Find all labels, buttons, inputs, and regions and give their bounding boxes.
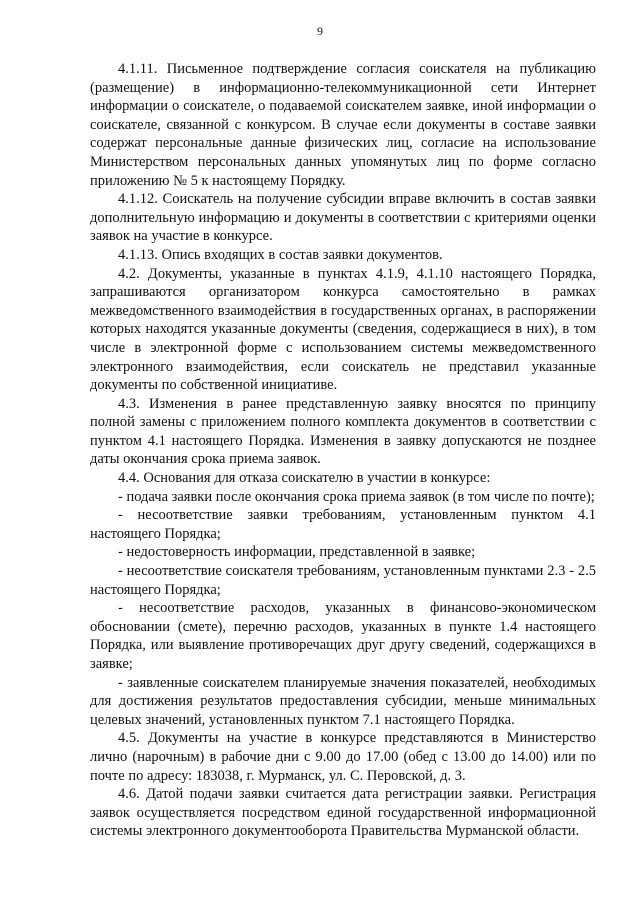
page-number: 9 <box>317 24 323 38</box>
paragraph-4-1-12: 4.1.12. Соискатель на получение субсидии вправе включить в состав заявки дополнительную информацию и документы в соответствии с критериями оценки заявок на участие в конкурсе. <box>90 191 596 245</box>
list-item-requirements-mismatch: - несоответствие заявки требованиям, установленным пунктом 4.1 настоящего Порядка; <box>90 507 596 542</box>
paragraph-4-4: 4.4. Основания для отказа соискателю в участии в конкурсе: <box>118 470 491 487</box>
list-item-expenses-mismatch: - несоответствие расходов, указанных в финансово-экономическом обосновании (смете), перечню расходов, указанных в пункте 1.4 настоящего Порядка, или выявление противоречащих друг другу сведений, содержащихся в заявке; <box>90 600 596 672</box>
paragraph-4-1-13: 4.1.13. Опись входящих в состав заявки документов. <box>118 246 443 263</box>
paragraph-4-1-11: 4.1.11. Письменное подтверждение согласия соискателя на публикацию (размещение) в информационно-телекоммуникационной сети Интернет информации о соискателе, о подаваемой соискателем заявке, иной информации о соискателе, связанной с конкурсом. В случае если документы в составе заявки содержат персональные данные физических лиц, согласие на использование Министерством персональных данных упомянутых лиц по форме согласно приложению № 5 к настоящему Порядку. <box>90 61 596 189</box>
paragraph-4-3: 4.3. Изменения в ранее представленную заявку вносятся по принципу полной замены с приложением полного комплекта документов в соответствии с пунктом 4.1 настоящего Порядка. Изменения в заявку допускаются не позднее даты окончания срока приема заявок. <box>90 395 596 468</box>
paragraph-4-5: 4.5. Документы на участие в конкурсе представляются в Министерство лично (нарочным) в рабочие дни с 9.00 до 17.00 (обед с 13.00 до 14.00) или по почте по адресу: 183038, г. Мурманск, ул. С. Перовской, д. 3. <box>90 730 596 784</box>
list-item-unreliable-info: - недостоверность информации, представленной в заявке; <box>118 544 476 561</box>
list-item-target-values: - заявленные соискателем планируемые значения показателей, необходимых для достижения результатов предоставления субсидии, меньше минимальных целевых значений, установленных пунктом 7.1 настоящего Порядка. <box>90 674 596 728</box>
list-item-late-submission: - подача заявки после окончания срока приема заявок (в том числе по почте); <box>118 488 595 505</box>
paragraph-4-2: 4.2. Документы, указанные в пунктах 4.1.9, 4.1.10 настоящего Порядка, запрашиваются организатором конкурса самостоятельно в рамках межведомственного взаимодействия в государственных органах, в распоряжении которых находятся указанные документы (сведения, содержащиеся в них), в том числе в электронной форме с использованием системы межведомственного электронного взаимодействия, если соискатель не представил указанные документы по собственной инициативе. <box>90 265 596 394</box>
paragraph-4-6: 4.6. Датой подачи заявки считается дата регистрации заявки. Регистрация заявок осуществляется посредством единой государственной информационной системы электронного документооборота Правительства Мурманской области. <box>90 786 596 840</box>
list-item-applicant-mismatch: - несоответствие соискателя требованиям, установленным пунктами 2.3 - 2.5 настоящего Порядка; <box>90 563 596 598</box>
document-body <box>90 60 596 841</box>
